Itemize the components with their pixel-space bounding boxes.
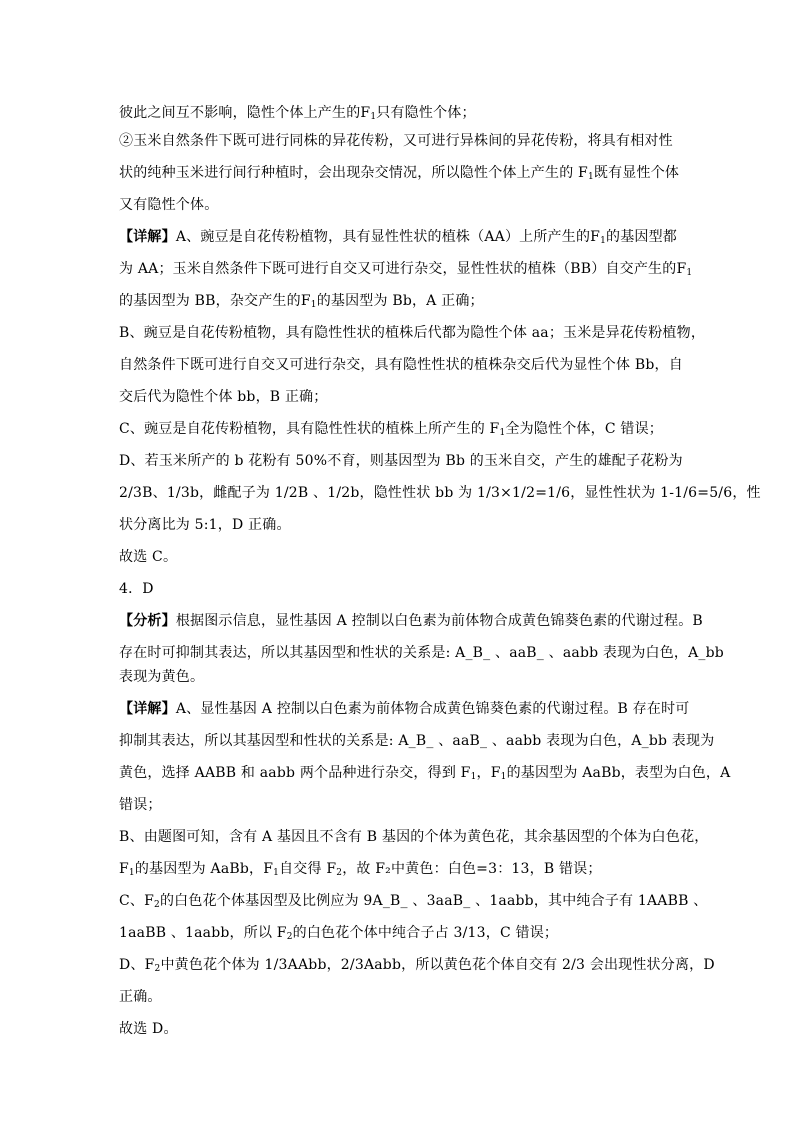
subscript: 1 — [587, 172, 594, 182]
line-text: 的基因型为 BB，杂交产生的F — [119, 293, 311, 309]
line-text: 状的纯种玉米进行间行种植时，会出现杂交情况，所以隐性个体上产生的 F — [119, 165, 588, 181]
line-text: D、F — [119, 957, 155, 973]
line-text: 正确。 — [119, 989, 162, 1005]
subscript: 1 — [600, 236, 606, 246]
line-text: 抑制其表达，所以其基因型和性状的关系是: A_B_ 、aaB_ 、aabb 表现为白色，A_bb 表现为 — [119, 733, 715, 749]
subscript: 2 — [154, 964, 161, 974]
text-line — [119, 260, 692, 278]
subscript: 2 — [286, 932, 293, 942]
line-text: 自交得 F — [279, 861, 337, 877]
text-line — [119, 292, 484, 310]
line-text: A、豌豆是自花传粉植物，具有显性性状的植株（AA）上所产生的F — [175, 229, 601, 245]
line-text: 的白色花个体基因型及比例应为 9A_B_ 、3aaB_ 、1aabb，其中纯合子有 1AABB 、 — [159, 893, 708, 909]
text-line — [119, 892, 707, 910]
text-line — [119, 956, 715, 974]
line-text: 1aaBB 、1aabb，所以 F — [119, 925, 287, 941]
line-text: 全为隐性个体，C 错误； — [505, 421, 663, 437]
section-tag: 【详解】 — [119, 701, 176, 717]
line-text: 错误； — [119, 797, 162, 813]
line-text: ，故 F₂中黄色：白色=3：13，B 错误； — [342, 861, 602, 877]
text-line — [119, 644, 724, 662]
text-line — [119, 796, 162, 814]
section-tag: 【详解】 — [119, 229, 176, 245]
line-text: 为 AA；玉米自然条件下既可进行自交又可进行杂交，显性性状的植株（BB）自交产生的F — [119, 261, 687, 277]
text-line — [119, 988, 162, 1006]
circled-number: ② — [119, 133, 134, 149]
line-text: 存在时可抑制其表达，所以其基因型和性状的关系是: A_B_ 、aaB_ 、aabb 表现为白色，A_bb — [119, 645, 724, 661]
line-text: C、豌豆是自花传粉植物，具有隐性性状的植株上所产生的 F — [119, 421, 500, 437]
line-text: 只有隐性个体； — [376, 105, 476, 121]
text-line — [119, 516, 291, 534]
line-text: 2/3B、1/3b，雌配子为 1/2B 、1/2b，隐性性状 bb 为 1/3×1/2=1/6，显性性状为 1-1/6=5/6，性 — [119, 485, 761, 501]
text-line — [119, 548, 177, 566]
subscript: 2 — [336, 868, 343, 878]
line-text: A、显性基因 A 控制以白色素为前体物合成黄色锦葵色素的代谢过程。B 存在时可 — [175, 701, 690, 717]
line-text: ，F — [476, 765, 501, 781]
line-text: B、豌豆是自花传粉植物，具有隐性性状的植株后代都为隐性个体 aa；玉米是异花传粉植物， — [119, 325, 706, 341]
text-line — [119, 164, 679, 182]
subscript: 1 — [273, 868, 280, 878]
text-line — [119, 580, 154, 598]
line-text: 中黄色花个体为 1/3AAbb，2/3Aabb，所以黄色花个体自交有 2/3 会出现性状分离，D — [160, 957, 715, 973]
line-text: 的基因型为 AaBb，表型为白色，A — [506, 765, 731, 781]
line-text: 的基因型为 Bb，A 正确； — [316, 293, 484, 309]
text-line — [119, 324, 705, 342]
line-text: 的基因型为 AaBb，F — [134, 861, 274, 877]
line-text: 又有隐性个体。 — [119, 197, 219, 213]
line-text: F — [119, 861, 129, 877]
text-line — [119, 924, 558, 942]
subscript: 1 — [499, 428, 506, 438]
subscript: 1 — [370, 112, 377, 122]
subscript: 1 — [500, 772, 507, 782]
subscript: 1 — [686, 268, 693, 278]
text-line — [119, 612, 703, 630]
line-text: 根据图示信息，显性基因 A 控制以白色素为前体物合成黄色锦葵色素的代谢过程。B — [175, 613, 703, 629]
text-line — [119, 668, 204, 686]
line-text: B、由题图可知，含有 A 基因且不含有 B 基因的个体为黄色花，其余基因型的个体为白色花， — [119, 829, 709, 845]
text-line — [119, 388, 328, 406]
text-line — [119, 764, 730, 782]
subscript: 1 — [128, 868, 135, 878]
line-text: C、F — [119, 893, 155, 909]
text-line — [119, 860, 602, 878]
line-text: 状分离比为 5:1，D 正确。 — [119, 517, 291, 533]
text-line — [119, 484, 761, 502]
section-tag: 【分析】 — [119, 613, 176, 629]
text-line — [119, 228, 677, 246]
text-line — [119, 828, 709, 846]
subscript: 1 — [470, 772, 477, 782]
text-line — [119, 420, 663, 438]
text-line — [119, 732, 714, 750]
text-line — [119, 452, 683, 470]
text-line — [119, 356, 683, 374]
line-text: 的基因型都 — [606, 229, 677, 245]
line-text: 彼此之间互不影响，隐性个体上产生的F — [119, 105, 371, 121]
text-line — [119, 104, 476, 122]
line-text: 玉米自然条件下既可进行同株的异花传粉，又可进行异株间的异花传粉，将具有相对性 — [133, 133, 673, 149]
line-text: 自然条件下既可进行自交又可进行杂交，具有隐性性状的植株杂交后代为显性个体 Bb，自 — [119, 357, 683, 373]
text-line — [119, 700, 689, 718]
subscript: 2 — [154, 900, 160, 910]
line-text: 黄色，选择 AABB 和 aabb 两个品种进行杂交，得到 F — [119, 765, 471, 781]
line-text: 表现为黄色。 — [119, 669, 205, 685]
line-text: 交后代为隐性个体 bb，B 正确； — [119, 389, 328, 405]
line-text: D、若玉米所产的 b 花粉有 50%不育，则基因型为 Bb 的玉米自交，产生的雄配子花粉为 — [119, 453, 683, 469]
line-text: 4．D — [119, 581, 154, 597]
text-line — [119, 196, 218, 214]
text-line — [119, 1020, 178, 1038]
line-text: 的白色花个体中纯合子占 3/13，C 错误； — [292, 925, 559, 941]
line-text: 故选 C。 — [119, 549, 178, 565]
line-text: 既有显性个体 — [593, 165, 680, 181]
line-text: 故选 D。 — [119, 1021, 178, 1037]
subscript: 1 — [310, 300, 317, 310]
text-line — [119, 132, 673, 150]
